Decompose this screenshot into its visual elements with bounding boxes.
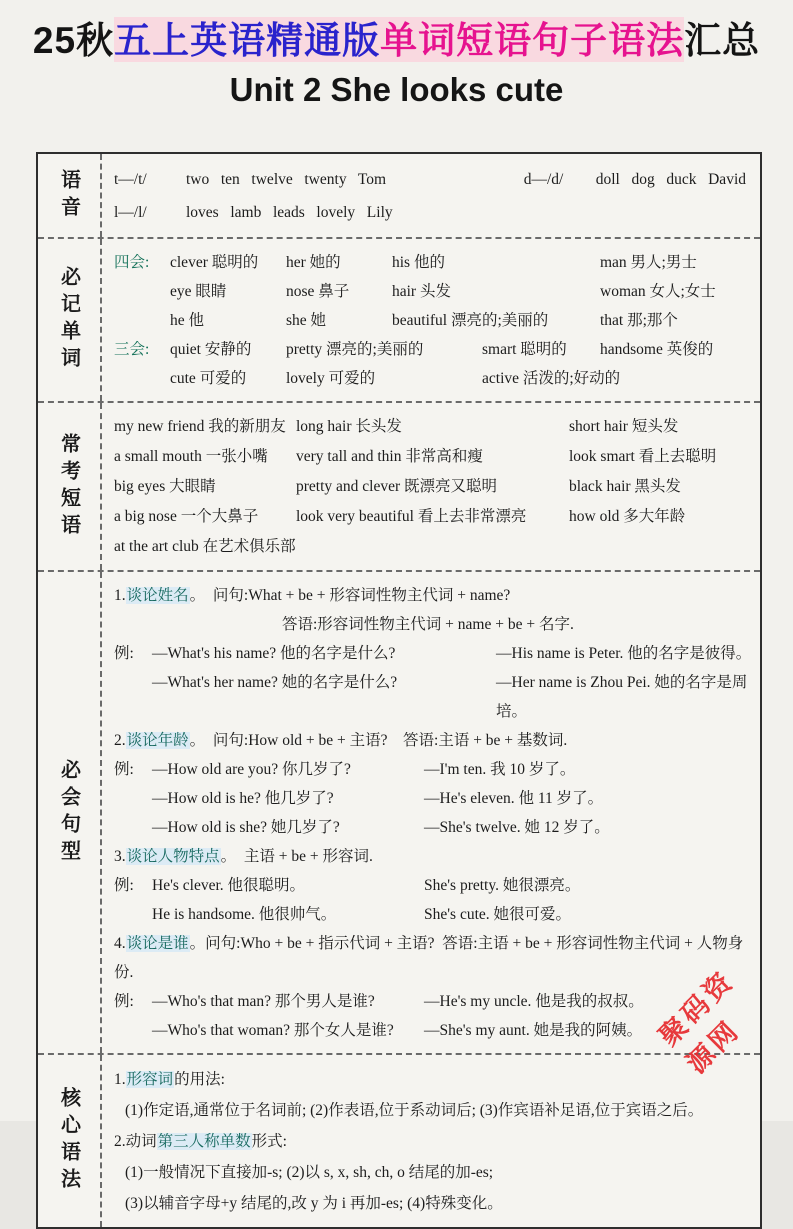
example-question: —Who's that woman? 那个女人是谁? <box>152 1022 394 1039</box>
grammar-heading-pre: 动词 <box>125 1133 157 1150</box>
grammar-rule: (3)以辅音字母+y 结尾的,改 y 为 i 再加-es; (4)特殊变化。 <box>125 1195 503 1212</box>
phonics-row-label: 语音 <box>57 168 80 223</box>
pattern-heading-4 <box>114 929 752 987</box>
phonics-rule-t: t—/t/ <box>114 171 147 188</box>
vocab-tag-spacer <box>114 306 170 335</box>
vocab-tag-spacer <box>114 364 170 393</box>
pattern-example <box>114 639 752 668</box>
pattern-formula: 。 主语 + be + 形容词. <box>220 848 373 865</box>
phrases-content <box>102 403 760 570</box>
example-question: He's clever. 他很聪明。 <box>152 877 306 894</box>
example-prefix <box>114 1016 152 1045</box>
vocab-entry: she 她 <box>286 312 327 329</box>
vocab-content <box>102 239 760 401</box>
title-edition: 五上英语精通版 <box>114 20 381 61</box>
pattern-heading-3 <box>114 842 752 871</box>
vocab-tag-three: 三会: <box>114 341 150 358</box>
example-answer: She's pretty. 她很漂亮。 <box>424 877 581 894</box>
pattern-number: 1. <box>114 587 126 604</box>
vocab-tag-four: 四会: <box>114 254 150 271</box>
vocab-row-header <box>38 239 102 401</box>
title-block <box>0 0 793 109</box>
vocab-entry: woman 女人;女士 <box>600 283 716 300</box>
phonics-words-l: loves lamb leads lovely Lily <box>186 204 393 221</box>
pattern-formula: 。 问句:How old + be + 主语? 答语:主语 + be + 基数词. <box>189 732 568 749</box>
vocab-row-label: 必记单词 <box>57 266 80 374</box>
grammar-keyword: 第三人称单数 <box>157 1133 251 1150</box>
vocab-entry: he 他 <box>170 312 205 329</box>
phrase-entry: my new friend 我的新朋友 <box>114 418 286 435</box>
phonics-rule-d: d—/d/ <box>523 171 564 188</box>
grammar-number: 2. <box>114 1133 126 1150</box>
vocab-entry: nose 鼻子 <box>286 283 350 300</box>
example-prefix <box>114 784 152 813</box>
example-answer: —She's my aunt. 她是我的阿姨。 <box>424 1022 643 1039</box>
title-suffix: 汇总 <box>684 20 761 61</box>
phrase-entry: black hair 黑头发 <box>569 478 681 495</box>
grammar-number: 1. <box>114 1071 126 1088</box>
example-prefix <box>114 900 152 929</box>
pattern-keyword: 谈论是谁 <box>126 935 189 952</box>
vocab-entry: smart 聪明的 <box>482 341 567 358</box>
grammar-heading-rest: 形式: <box>251 1133 287 1150</box>
grammar-row-label: 核心语法 <box>57 1087 80 1195</box>
phrase-line <box>114 442 752 472</box>
example-prefix: 例: <box>114 761 134 778</box>
title-highlight <box>114 17 684 62</box>
vocab-entry: that 那;那个 <box>600 312 678 329</box>
grammar-keyword: 形容词 <box>126 1071 174 1088</box>
vocab-line <box>114 306 752 335</box>
pattern-number: 2. <box>114 732 126 749</box>
phonics-row-header <box>38 154 102 237</box>
grammar-rule: (1)一般情况下直接加-s; (2)以 s, x, sh, ch, o 结尾的加-es; <box>125 1164 494 1181</box>
example-prefix <box>114 813 152 842</box>
vocab-entry: active 活泼的;好动的 <box>482 370 621 387</box>
phrase-line <box>114 472 752 502</box>
vocab-entry: quiet 安静的 <box>170 341 252 358</box>
phrase-entry: at the art club 在艺术俱乐部 <box>114 538 296 555</box>
phrase-entry: how old 多大年龄 <box>569 508 686 525</box>
vocab-entry: beautiful 漂亮的;美丽的 <box>392 312 549 329</box>
pattern-number: 3. <box>114 848 126 865</box>
vocab-entry: pretty 漂亮的;美丽的 <box>286 341 424 358</box>
pattern-formula: 。问句:Who + be + 指示代词 + 主语? 答语:主语 + be + 形容词性物主代词 + 人物身份. <box>114 935 744 981</box>
phrase-line <box>114 532 752 562</box>
phrase-entry: look very beautiful 看上去非常漂亮 <box>296 508 527 525</box>
example-prefix: 例: <box>114 877 134 894</box>
grammar-content <box>102 1055 760 1227</box>
vocab-entry: eye 眼睛 <box>170 283 227 300</box>
phrase-entry: big eyes 大眼睛 <box>114 478 216 495</box>
unit-subtitle: Unit 2 She looks cute <box>229 70 564 108</box>
phrase-line <box>114 412 752 442</box>
vocab-line <box>114 277 752 306</box>
vocab-entry: her 她的 <box>286 254 341 271</box>
pattern-heading-1 <box>114 581 752 610</box>
section-patterns <box>38 570 760 1053</box>
example-question: —What's his name? 他的名字是什么? <box>152 645 396 662</box>
pattern-example <box>114 900 752 929</box>
phrases-row-label: 常考短语 <box>57 432 80 541</box>
example-answer: —He's my uncle. 他是我的叔叔。 <box>424 993 644 1010</box>
pattern-example <box>114 784 752 813</box>
patterns-content <box>102 572 760 1053</box>
page-title <box>0 20 793 63</box>
pattern-example <box>114 987 752 1016</box>
grammar-row-header <box>38 1055 102 1227</box>
phrase-entry: a small mouth 一张小嘴 <box>114 448 268 465</box>
grammar-heading-1 <box>114 1064 752 1095</box>
pattern-keyword: 谈论年龄 <box>126 732 189 749</box>
title-term: 25秋 <box>32 20 115 61</box>
grammar-rule: (1)作定语,通常位于名词前; (2)作表语,位于系动词后; (3)作宾语补足语,位于宾语之后。 <box>125 1102 704 1119</box>
vocab-entry: cute 可爱的 <box>170 370 247 387</box>
vocab-entry: hair 头发 <box>392 283 451 300</box>
summary-table <box>36 152 762 1229</box>
example-question: —How old is she? 她几岁了? <box>152 819 340 836</box>
patterns-row-label: 必会句型 <box>57 758 80 867</box>
grammar-heading-2 <box>114 1126 752 1157</box>
phrase-entry: pretty and clever 既漂亮又聪明 <box>296 478 498 495</box>
example-question: —Who's that man? 那个男人是谁? <box>152 993 375 1010</box>
example-question: —What's her name? 她的名字是什么? <box>152 674 398 691</box>
grammar-heading-rest: 的用法: <box>174 1071 225 1088</box>
phrase-entry: short hair 短头发 <box>569 418 679 435</box>
phrase-entry: a big nose 一个大鼻子 <box>114 508 259 525</box>
phonics-words-t: two ten twelve twenty Tom <box>186 171 387 188</box>
example-answer: She's cute. 她很可爱。 <box>424 906 572 923</box>
section-phrases <box>38 401 760 570</box>
phonics-content <box>102 154 760 237</box>
pattern-example <box>114 813 752 842</box>
example-question: —How old is he? 他几岁了? <box>152 790 334 807</box>
vocab-entry: lovely 可爱的 <box>286 370 376 387</box>
pattern-example <box>114 755 752 784</box>
example-answer: —Her name is Zhou Pei. 她的名字是周培。 <box>496 674 748 720</box>
title-scope: 单词短语句子语法 <box>380 20 685 61</box>
section-phonics <box>38 154 760 237</box>
phrase-entry: long hair 长头发 <box>296 418 402 435</box>
example-answer: —I'm ten. 我 10 岁了。 <box>424 761 576 778</box>
phrase-entry: very tall and thin 非常高和瘦 <box>296 448 483 465</box>
example-prefix: 例: <box>114 645 134 662</box>
example-prefix: 例: <box>114 993 134 1010</box>
example-prefix <box>114 668 152 726</box>
vocab-entry: clever 聪明的 <box>170 254 259 271</box>
pattern-number: 4. <box>114 935 126 952</box>
example-answer: —His name is Peter. 他的名字是彼得。 <box>496 645 752 662</box>
phonics-right-group <box>524 163 752 196</box>
pattern-example <box>114 668 752 726</box>
phonics-rule-l: l—/l/ <box>114 204 147 221</box>
vocab-line <box>114 335 752 364</box>
phonics-words-d: doll dog duck David <box>595 171 746 188</box>
phonics-line <box>114 196 752 229</box>
example-question: —How old are you? 你几岁了? <box>152 761 351 778</box>
vocab-line <box>114 248 752 277</box>
pattern-formula: 。 问句:What + be + 形容词性物主代词 + name? <box>189 587 511 604</box>
example-question: He is handsome. 他很帅气。 <box>152 906 337 923</box>
site-watermark: 聚码资源网 <box>653 964 747 1080</box>
pattern-heading-2 <box>114 726 752 755</box>
vocab-entry: handsome 英俊的 <box>600 341 714 358</box>
vocab-entry: his 他的 <box>392 254 445 271</box>
example-answer: —He's eleven. 他 11 岁了。 <box>424 790 604 807</box>
vocab-tag-spacer <box>114 277 170 306</box>
pattern-example <box>114 871 752 900</box>
vocab-entry: man 男人;男士 <box>600 254 697 271</box>
pattern-answer-formula: 答语:形容词性物主代词 + name + be + 名字. <box>282 616 574 633</box>
phonics-line <box>114 163 752 196</box>
phrases-row-header <box>38 403 102 570</box>
phrase-entry: look smart 看上去聪明 <box>569 448 717 465</box>
section-vocabulary <box>38 237 760 401</box>
phrase-line <box>114 502 752 532</box>
patterns-row-header <box>38 572 102 1053</box>
vocab-line <box>114 364 752 393</box>
section-grammar <box>38 1053 760 1227</box>
pattern-keyword: 谈论人物特点 <box>126 848 220 865</box>
example-answer: —She's twelve. 她 12 岁了。 <box>424 819 610 836</box>
pattern-keyword: 谈论姓名 <box>126 587 189 604</box>
